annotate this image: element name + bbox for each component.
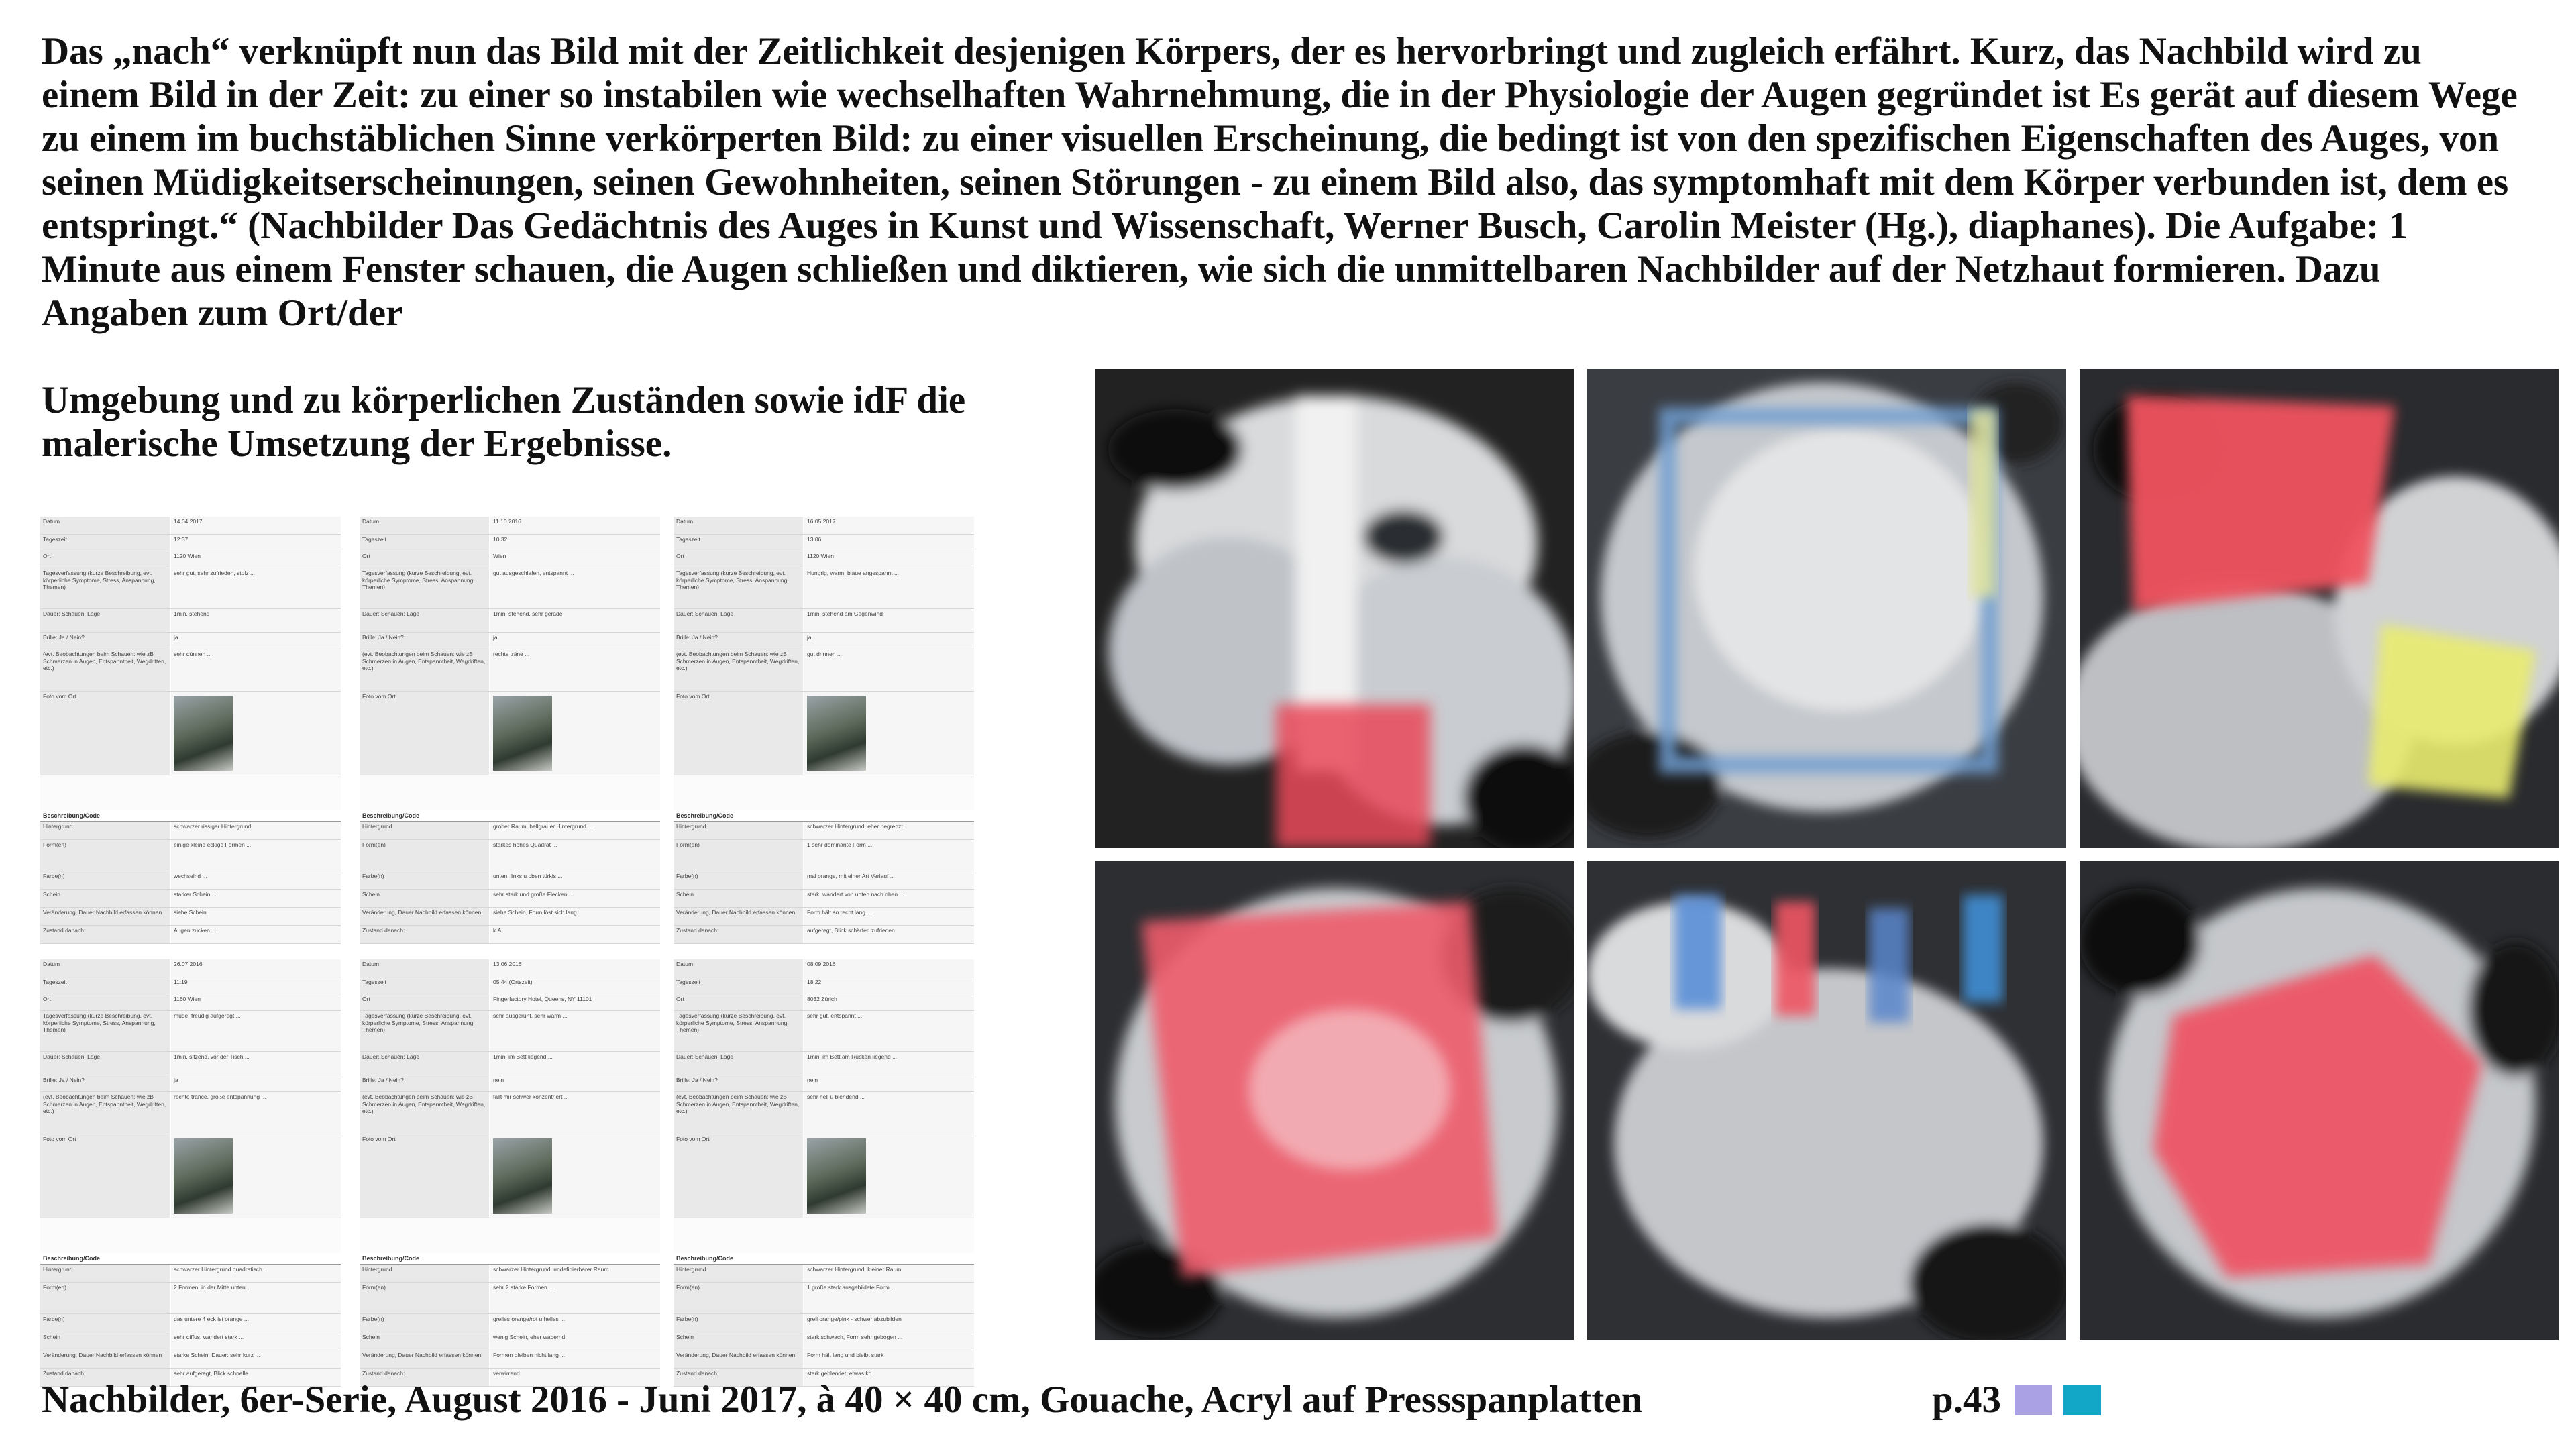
form-label: Datum <box>40 959 171 977</box>
form-row <box>40 890 341 908</box>
form-row <box>360 908 660 926</box>
form-row <box>360 649 660 692</box>
location-photo <box>493 696 552 771</box>
form-row <box>40 908 341 926</box>
form-value: müde, freudig aufgeregt ... <box>171 1011 341 1051</box>
form-label: (evt. Beobachtungen beim Schauen: wie zB Schmerzen in Augen, Entspanntheit, Wegdriften, etc.) <box>40 1092 171 1134</box>
form-label: Dauer: Schauen; Lage <box>360 609 490 632</box>
lavender-square <box>2015 1385 2052 1415</box>
form-value: gut drinnen ... <box>804 649 974 691</box>
form-row <box>674 1283 974 1314</box>
form-value: 2 Formen, in der Mitte unten ... <box>171 1283 341 1313</box>
form-label: Form(en) <box>674 840 804 871</box>
form-value: rechte tränce, große entspannung ... <box>171 1092 341 1134</box>
form-value: nein <box>490 1075 660 1091</box>
form-value: starker Schein ... <box>171 890 341 907</box>
intro-text-continued: Umgebung und zu körperlichen Zuständen sowie idF die malerische Umsetzung der Ergebnisse. <box>42 379 966 465</box>
form-row <box>674 1011 974 1052</box>
questionnaire-form <box>360 959 660 1377</box>
painting-3 <box>2080 369 2559 848</box>
form-row <box>40 1283 341 1314</box>
questionnaire-form <box>40 959 341 1377</box>
page-number: p.43 <box>1932 1379 2001 1421</box>
figure-caption: Nachbilder, 6er-Serie, August 2016 - Juni 2017, à 40 × 40 cm, Gouache, Acryl auf Pressspanplatten <box>42 1379 1643 1421</box>
form-label: Farbe(n) <box>40 1314 171 1332</box>
form-row <box>674 1314 974 1332</box>
form-value: 1120 Wien <box>804 551 974 568</box>
form-label: Schein <box>40 1332 171 1350</box>
form-value: verwirrend <box>490 1368 660 1386</box>
form-label: Zustand danach: <box>360 926 490 943</box>
form-value: schwarzer Hintergrund, undefinierbarer Raum <box>490 1265 660 1282</box>
form-label: Brille: Ja / Nein? <box>40 1075 171 1091</box>
form-label: Veränderung, Dauer Nachbild erfassen können <box>674 908 804 925</box>
form-row <box>360 568 660 609</box>
form-value: Form hält so recht lang ... <box>804 908 974 925</box>
questionnaire-form <box>40 517 341 934</box>
form-value: k.A. <box>490 926 660 943</box>
form-value <box>490 692 660 775</box>
questionnaire-form <box>360 517 660 934</box>
form-value: schwarzer Hintergrund, eher begrenzt <box>804 822 974 839</box>
form-row <box>40 1011 341 1052</box>
form-row <box>360 609 660 633</box>
form-value: Formen bleiben nicht lang ... <box>490 1350 660 1368</box>
form-value: wenig Schein, eher wabernd <box>490 1332 660 1350</box>
form-row <box>40 1332 341 1350</box>
form-label: (evt. Beobachtungen beim Schauen: wie zB Schmerzen in Augen, Entspanntheit, Wegdriften, etc.) <box>674 649 804 691</box>
form-label: Form(en) <box>674 1283 804 1313</box>
painting-5 <box>1587 861 2066 1340</box>
form-row <box>674 994 974 1011</box>
form-label: Schein <box>40 890 171 907</box>
form-value: sehr dünnen ... <box>171 649 341 691</box>
form-row <box>360 1283 660 1314</box>
form-value: 1min, sitzend, vor der Tisch ... <box>171 1052 341 1075</box>
form-row <box>360 1092 660 1134</box>
form-row <box>40 1314 341 1332</box>
form-value: 11.10.2016 <box>490 517 660 534</box>
form-value: 16.05.2017 <box>804 517 974 534</box>
form-label: Tagesverfassung (kurze Beschreibung, evt. körperliche Symptome, Stress, Anspannung, Themen) <box>40 568 171 608</box>
form-row <box>40 649 341 692</box>
form-row <box>674 692 974 775</box>
form-row <box>360 994 660 1011</box>
form-row <box>40 1075 341 1092</box>
teal-square <box>2063 1385 2101 1415</box>
form-row <box>674 822 974 840</box>
form-row <box>40 871 341 890</box>
form-value: Fingerfactory Hotel, Queens, NY 11101 <box>490 994 660 1010</box>
form-label: Foto vom Ort <box>674 1134 804 1218</box>
form-value: siehe Schein <box>171 908 341 925</box>
form-label: Ort <box>360 551 490 568</box>
form-row <box>674 959 974 977</box>
form-label: Zustand danach: <box>40 926 171 943</box>
location-photo <box>174 696 233 771</box>
form-row <box>674 633 974 649</box>
form-row <box>40 568 341 609</box>
form-value: 13:06 <box>804 535 974 551</box>
form-row <box>360 840 660 871</box>
form-label: Veränderung, Dauer Nachbild erfassen können <box>360 908 490 925</box>
form-label: Foto vom Ort <box>40 1134 171 1218</box>
form-label: Farbe(n) <box>674 1314 804 1332</box>
form-value: starke Schein, Dauer: sehr kurz ... <box>171 1350 341 1368</box>
form-label: Zustand danach: <box>674 1368 804 1386</box>
form-row <box>674 871 974 890</box>
form-row <box>40 1134 341 1218</box>
form-value: 14.04.2017 <box>171 517 341 534</box>
form-value: rechts träne ... <box>490 649 660 691</box>
form-label: (evt. Beobachtungen beim Schauen: wie zB Schmerzen in Augen, Entspanntheit, Wegdriften, etc.) <box>674 1092 804 1134</box>
form-label: Tagesverfassung (kurze Beschreibung, evt. körperliche Symptome, Stress, Anspannung, Themen) <box>360 568 490 608</box>
form-label: Datum <box>674 959 804 977</box>
form-section-heading: Beschreibung/Code <box>360 1253 660 1265</box>
form-row <box>360 517 660 535</box>
form-label: Veränderung, Dauer Nachbild erfassen können <box>40 908 171 925</box>
form-label: Farbe(n) <box>360 1314 490 1332</box>
form-label: Dauer: Schauen; Lage <box>674 1052 804 1075</box>
location-photo <box>493 1138 552 1214</box>
form-row <box>40 994 341 1011</box>
form-row <box>40 926 341 944</box>
form-value: 1min, im Bett liegend ... <box>490 1052 660 1075</box>
form-row <box>674 535 974 551</box>
questionnaire-forms <box>40 517 979 1377</box>
form-label: Zustand danach: <box>360 1368 490 1386</box>
form-value: 1 große stark ausgebildete Form ... <box>804 1283 974 1313</box>
form-row <box>360 1350 660 1368</box>
form-label: Farbe(n) <box>674 871 804 889</box>
form-label: Brille: Ja / Nein? <box>360 633 490 649</box>
form-row <box>360 822 660 840</box>
form-label: Schein <box>674 1332 804 1350</box>
form-row <box>674 1332 974 1350</box>
form-row <box>360 1011 660 1052</box>
form-label: Form(en) <box>360 840 490 871</box>
form-value: nein <box>804 1075 974 1091</box>
form-row <box>40 1265 341 1283</box>
form-value: aufgeregt, Blick schärfer, zufrieden <box>804 926 974 943</box>
form-row <box>360 1332 660 1350</box>
form-row <box>360 959 660 977</box>
form-value: mal orange, mit einer Art Verlauf ... <box>804 871 974 889</box>
form-row <box>40 977 341 994</box>
form-label: Datum <box>360 517 490 534</box>
form-section-heading: Beschreibung/Code <box>674 810 974 822</box>
location-photo <box>807 1138 866 1214</box>
form-value: Wien <box>490 551 660 568</box>
form-value <box>171 1134 341 1218</box>
form-row <box>360 1075 660 1092</box>
form-value: sehr hell u blendend ... <box>804 1092 974 1134</box>
form-row <box>674 1052 974 1075</box>
form-row <box>674 977 974 994</box>
form-value: schwarzer rissiger Hintergrund <box>171 822 341 839</box>
form-value: 05:44 (Ortszeit) <box>490 977 660 994</box>
form-value: 1 sehr dominante Form ... <box>804 840 974 871</box>
form-row <box>674 1134 974 1218</box>
form-value: ja <box>171 633 341 649</box>
form-label: (evt. Beobachtungen beim Schauen: wie zB Schmerzen in Augen, Entspanntheit, Wegdriften, etc.) <box>40 649 171 691</box>
form-label: Ort <box>40 994 171 1010</box>
form-row <box>674 1075 974 1092</box>
form-value: einige kleine eckige Formen ... <box>171 840 341 871</box>
form-row <box>40 822 341 840</box>
form-label: Brille: Ja / Nein? <box>40 633 171 649</box>
form-label: Tagesverfassung (kurze Beschreibung, evt. körperliche Symptome, Stress, Anspannung, Themen) <box>360 1011 490 1051</box>
form-value: Augen zucken ... <box>171 926 341 943</box>
form-label: Schein <box>360 890 490 907</box>
form-row <box>360 633 660 649</box>
form-value: ja <box>490 633 660 649</box>
form-label: Form(en) <box>360 1283 490 1313</box>
form-row <box>360 1052 660 1075</box>
form-value: 1120 Wien <box>171 551 341 568</box>
form-label: Foto vom Ort <box>360 1134 490 1218</box>
form-label: Datum <box>360 959 490 977</box>
form-label: Ort <box>360 994 490 1010</box>
form-row <box>360 1314 660 1332</box>
form-label: Ort <box>674 994 804 1010</box>
form-label: Dauer: Schauen; Lage <box>674 609 804 632</box>
form-row <box>360 871 660 890</box>
form-label: Tageszeit <box>360 535 490 551</box>
form-value: stark geblendet, etwas ko <box>804 1368 974 1386</box>
form-row <box>360 1134 660 1218</box>
form-value: 12:37 <box>171 535 341 551</box>
intro-text: Das „nach“ verknüpft nun das Bild mit der Zeitlichkeit desjenigen Körpers, der es hervorbringt und zugleich erfährt. Kurz, das Nachbild wird zu einem Bild in der Zeit: zu einer so instabilen wie wechselhaften Wahrnehmung, die in der Physiologie der Augen gegründet ist Es gerät auf diesem Wege zu einem im buchstäblichen Sinne verkörperten Bild: zu einer visuellen Erscheinung, die bedingt ist von den spezifischen Eigenschaften des Auges, von seinen Müdigkeitserscheinungen, seinen Gewohnheiten, seinen Störungen - zu einem Bild also, das symptomhaft mit dem Körper verbunden ist, dem es entspringt.“ (Nachbilder Das Gedächtnis des Auges in Kunst und Wissenschaft, Werner Busch, Carolin Meister (Hg.), diaphanes). Die Aufgabe: 1 Minute aus einem Fenster schauen, die Augen schließen und diktieren, wie sich die unmittelbaren Nachbilder auf der Netzhaut formieren. Dazu Angaben zum Ort/der <box>42 30 2518 334</box>
form-value: 10:32 <box>490 535 660 551</box>
form-row <box>40 840 341 871</box>
form-label: Brille: Ja / Nein? <box>360 1075 490 1091</box>
form-label: Hintergrund <box>360 822 490 839</box>
form-row <box>40 535 341 551</box>
questionnaire-form <box>674 959 974 1377</box>
form-label: Foto vom Ort <box>674 692 804 775</box>
form-value: sehr diffus, wandert stark ... <box>171 1332 341 1350</box>
form-label: Dauer: Schauen; Lage <box>360 1052 490 1075</box>
form-label: Zustand danach: <box>40 1368 171 1386</box>
form-value: 18:22 <box>804 977 974 994</box>
form-row <box>40 1052 341 1075</box>
form-value <box>171 692 341 775</box>
form-value <box>804 1134 974 1218</box>
form-value: grelles orange/rot u helles ... <box>490 1314 660 1332</box>
location-photo <box>807 696 866 771</box>
form-row <box>674 609 974 633</box>
form-row <box>360 977 660 994</box>
form-value: sehr stark und große Flecken ... <box>490 890 660 907</box>
form-value: ja <box>171 1075 341 1091</box>
form-row <box>674 1092 974 1134</box>
form-label: Tagesverfassung (kurze Beschreibung, evt. körperliche Symptome, Stress, Anspannung, Themen) <box>674 1011 804 1051</box>
form-section-heading: Beschreibung/Code <box>360 810 660 822</box>
form-label: Tageszeit <box>40 535 171 551</box>
form-value: sehr ausgeruht, sehr warm ... <box>490 1011 660 1051</box>
painting-1 <box>1095 369 1574 848</box>
form-row <box>674 517 974 535</box>
form-row <box>360 535 660 551</box>
form-row <box>674 551 974 568</box>
form-row <box>674 890 974 908</box>
form-row <box>40 1092 341 1134</box>
form-row <box>674 908 974 926</box>
form-label: Hintergrund <box>40 1265 171 1282</box>
form-value <box>490 1134 660 1218</box>
form-value: sehr gut, sehr zufrieden, stolz ... <box>171 568 341 608</box>
form-label: (evt. Beobachtungen beim Schauen: wie zB Schmerzen in Augen, Entspanntheit, Wegdriften, etc.) <box>360 649 490 691</box>
form-label: Veränderung, Dauer Nachbild erfassen können <box>40 1350 171 1368</box>
form-value: stark schwach, Form sehr gebogen ... <box>804 1332 974 1350</box>
form-label: Tagesverfassung (kurze Beschreibung, evt. körperliche Symptome, Stress, Anspannung, Themen) <box>674 568 804 608</box>
form-label: Hintergrund <box>360 1265 490 1282</box>
form-value: 8032 Zürich <box>804 994 974 1010</box>
painting-2 <box>1587 369 2066 848</box>
form-row <box>674 568 974 609</box>
form-value: sehr 2 starke Formen ... <box>490 1283 660 1313</box>
form-value: sehr aufgeregt, Blick schnelle <box>171 1368 341 1386</box>
form-row <box>360 1265 660 1283</box>
form-value: gut ausgeschlafen, entspannt ... <box>490 568 660 608</box>
form-section-heading: Beschreibung/Code <box>674 1253 974 1265</box>
form-row <box>40 959 341 977</box>
form-label: (evt. Beobachtungen beim Schauen: wie zB Schmerzen in Augen, Entspanntheit, Wegdriften, etc.) <box>360 1092 490 1134</box>
form-row <box>40 633 341 649</box>
form-value: siehe Schein, Form löst sich lang <box>490 908 660 925</box>
form-label: Tageszeit <box>674 535 804 551</box>
form-value: 11:19 <box>171 977 341 994</box>
form-label: Datum <box>40 517 171 534</box>
form-value: fällt mir schwer konzentriert ... <box>490 1092 660 1134</box>
form-label: Schein <box>360 1332 490 1350</box>
form-row <box>40 517 341 535</box>
form-row <box>360 692 660 775</box>
form-value: starkes hohes Quadrat ... <box>490 840 660 871</box>
form-label: Veränderung, Dauer Nachbild erfassen können <box>360 1350 490 1368</box>
questionnaire-form <box>674 517 974 934</box>
form-value: Form hält lang und bleibt stark <box>804 1350 974 1368</box>
form-label: Schein <box>674 890 804 907</box>
form-label: Form(en) <box>40 1283 171 1313</box>
form-label: Brille: Ja / Nein? <box>674 1075 804 1091</box>
form-value: schwarzer Hintergrund, kleiner Raum <box>804 1265 974 1282</box>
form-label: Foto vom Ort <box>360 692 490 775</box>
form-value: 08.09.2016 <box>804 959 974 977</box>
form-value: stark! wandert von unten nach oben ... <box>804 890 974 907</box>
form-value: das untere 4 eck ist orange ... <box>171 1314 341 1332</box>
form-label: Datum <box>674 517 804 534</box>
form-label: Farbe(n) <box>360 871 490 889</box>
form-label: Ort <box>674 551 804 568</box>
form-value: 13.06.2016 <box>490 959 660 977</box>
form-row <box>674 840 974 871</box>
form-value: wechselnd ... <box>171 871 341 889</box>
form-row <box>40 609 341 633</box>
form-value: ja <box>804 633 974 649</box>
form-label: Ort <box>40 551 171 568</box>
form-label: Tageszeit <box>674 977 804 994</box>
form-row <box>674 926 974 944</box>
form-value: unten, links u oben türkis ... <box>490 871 660 889</box>
form-label: Farbe(n) <box>40 871 171 889</box>
form-label: Veränderung, Dauer Nachbild erfassen können <box>674 1350 804 1368</box>
form-row <box>360 890 660 908</box>
form-section-heading: Beschreibung/Code <box>40 1253 341 1265</box>
form-value: grober Raum, hellgrauer Hintergrund ... <box>490 822 660 839</box>
form-row <box>674 1350 974 1368</box>
form-row <box>40 551 341 568</box>
form-label: Tageszeit <box>360 977 490 994</box>
form-label: Foto vom Ort <box>40 692 171 775</box>
form-section-heading: Beschreibung/Code <box>40 810 341 822</box>
form-row <box>674 1265 974 1283</box>
form-value: Hungrig, warm, blaue angespannt ... <box>804 568 974 608</box>
form-row <box>40 1350 341 1368</box>
form-value: 1min, stehend <box>171 609 341 632</box>
form-value <box>804 692 974 775</box>
form-value: sehr gut, entspannt ... <box>804 1011 974 1051</box>
form-label: Tagesverfassung (kurze Beschreibung, evt. körperliche Symptome, Stress, Anspannung, Themen) <box>40 1011 171 1051</box>
form-value: 1min, stehend, sehr gerade <box>490 609 660 632</box>
form-label: Dauer: Schauen; Lage <box>40 1052 171 1075</box>
form-row <box>360 926 660 944</box>
form-value: 1min, stehend am Gegenwind <box>804 609 974 632</box>
form-row <box>360 551 660 568</box>
form-label: Tageszeit <box>40 977 171 994</box>
form-value: grell orange/pink - schwer abzubilden <box>804 1314 974 1332</box>
form-value: schwarzer Hintergrund quadratisch ... <box>171 1265 341 1282</box>
painting-4 <box>1095 861 1574 1340</box>
form-label: Dauer: Schauen; Lage <box>40 609 171 632</box>
form-value: 1min, im Bett am Rücken liegend ... <box>804 1052 974 1075</box>
location-photo <box>174 1138 233 1214</box>
form-row <box>674 649 974 692</box>
painting-6 <box>2080 861 2559 1340</box>
form-row <box>40 692 341 775</box>
form-label: Form(en) <box>40 840 171 871</box>
form-value: 1160 Wien <box>171 994 341 1010</box>
form-label: Hintergrund <box>674 822 804 839</box>
form-label: Brille: Ja / Nein? <box>674 633 804 649</box>
form-value: 26.07.2016 <box>171 959 341 977</box>
form-label: Hintergrund <box>674 1265 804 1282</box>
form-label: Zustand danach: <box>674 926 804 943</box>
form-label: Hintergrund <box>40 822 171 839</box>
